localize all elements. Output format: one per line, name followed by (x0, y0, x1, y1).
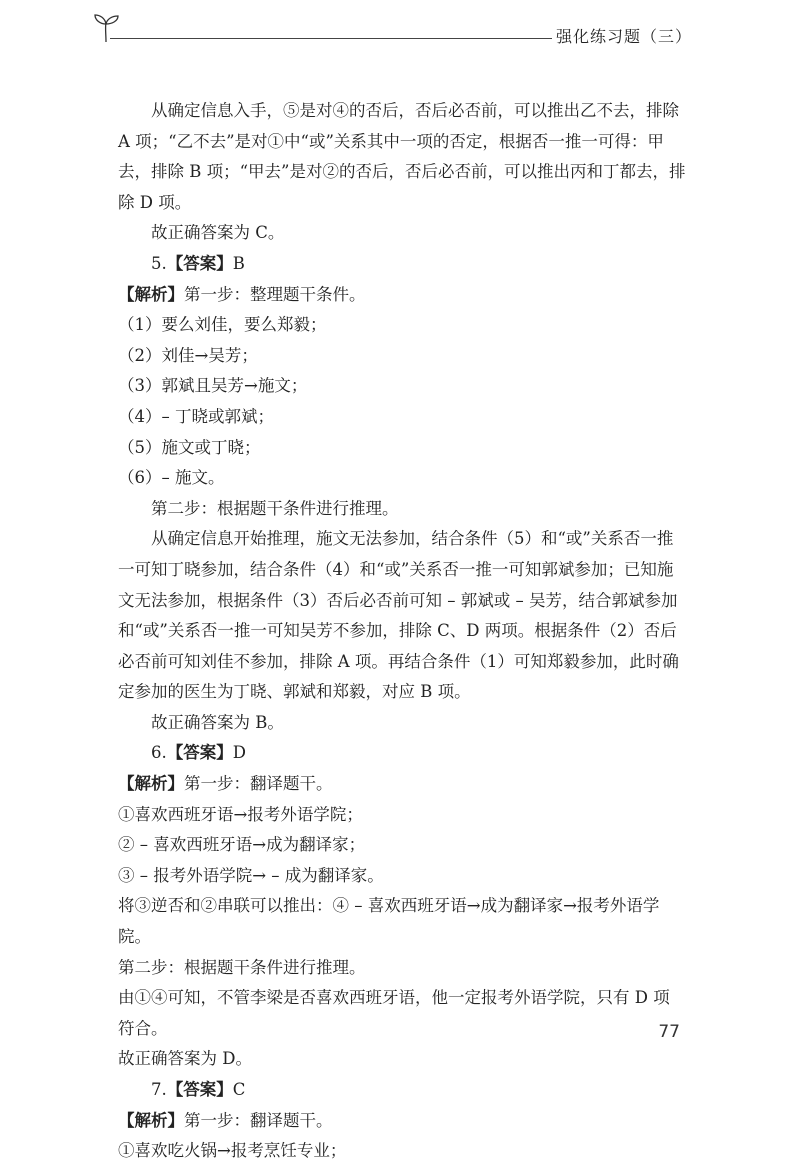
question-number: 5. (151, 253, 167, 273)
paragraph: 故正确答案为 C。 (151, 223, 285, 243)
question-7-analysis (118, 1106, 686, 1137)
condition-line: （4）– 丁晓或郭斌； (118, 406, 274, 426)
reasoning-paragraph: 由①④可知，不管李梁是否喜欢西班牙语，他一定报考外语学院，只有 D 项符合。 (118, 988, 670, 1038)
answer-tag: 【答案】 (166, 743, 233, 763)
condition-line: （1）要么刘佳，要么郑毅； (118, 315, 327, 335)
question-7-answer (118, 1075, 686, 1106)
condition-line: （5）施文或丁晓； (118, 437, 261, 457)
step-line: 第二步：根据题干条件进行推理。 (151, 498, 399, 518)
question-6-answer (118, 738, 686, 769)
page-number: 77 (658, 1022, 680, 1042)
condition-line: ③ – 报考外语学院→ – 成为翻译家。 (118, 865, 384, 885)
page-content (118, 96, 686, 1167)
conclusion-line: 故正确答案为 D。 (118, 1049, 252, 1069)
answer-value: B (232, 253, 245, 273)
condition-line: （6）– 施文。 (118, 468, 225, 488)
answer-tag: 【答案】 (166, 253, 233, 273)
condition-line: （2）刘佳→吴芳； (118, 345, 258, 365)
analysis-tag: 【解析】 (118, 774, 184, 794)
condition-line: ①喜欢西班牙语→报考外语学院； (118, 804, 363, 824)
question-5-analysis (118, 280, 686, 311)
answer-value: D (232, 743, 246, 763)
analysis-intro: 第一步：翻译题干。 (184, 1110, 333, 1130)
question-6-analysis (118, 769, 686, 800)
analysis-intro: 第一步：翻译题干。 (184, 774, 333, 794)
sprout-icon (92, 12, 122, 46)
answer-tag: 【答案】 (166, 1080, 233, 1099)
conclusion-line: 故正确答案为 B。 (151, 712, 284, 732)
condition-line: ①喜欢吃火锅→报考烹饪专业； (118, 1141, 347, 1161)
combine-line: 将③逆否和②串联可以推出：④ – 喜欢西班牙语→成为翻译家→报考外语学院。 (118, 896, 660, 947)
question-number: 6. (151, 743, 167, 763)
reasoning-paragraph: 从确定信息开始推理，施文无法参加，结合条件（5）和“或”关系否一推一可知丁晓参加，结合条件（4）和“或”关系否一推一可知郭斌参加；已知施文无法参加，根据条件（3）否后必否前可知 – 郭斌或 – 吴芳，结合郭斌参加和“或”关系否一推一可知吴芳不参加，排除 C、D 两项。根据条件（2）否后必否前可知刘佳不参加，排除 A 项。再结合条件（1）可知郑毅参加，此时确定参加的医生为丁晓、郭斌和郑毅，对应 B 项。 (118, 529, 679, 702)
page-header (92, 12, 692, 52)
header-rule (110, 38, 552, 39)
step-line: 第二步：根据题干条件进行推理。 (118, 957, 366, 977)
question-number: 7. (151, 1080, 167, 1099)
analysis-intro: 第一步：整理题干条件。 (184, 284, 366, 304)
question-5-answer (118, 249, 686, 280)
analysis-tag: 【解析】 (118, 1110, 184, 1130)
answer-value: C (232, 1080, 246, 1099)
analysis-tag: 【解析】 (118, 284, 184, 304)
condition-line: （3）郭斌且吴芳→施文； (118, 376, 308, 396)
header-title: 强化练习题（三） (555, 27, 692, 46)
condition-line: ② – 喜欢西班牙语→成为翻译家； (118, 835, 366, 855)
paragraph: 从确定信息入手，⑤是对④的否后，否后必否前，可以推出乙不去，排除 A 项；“乙不去”是对①中“或”关系其中一项的否定，根据否一推一可得：甲去，排除 B 项；“甲去”是对②的否后，否后必否前，可以推出丙和丁都去，排除 D 项。 (118, 101, 686, 212)
